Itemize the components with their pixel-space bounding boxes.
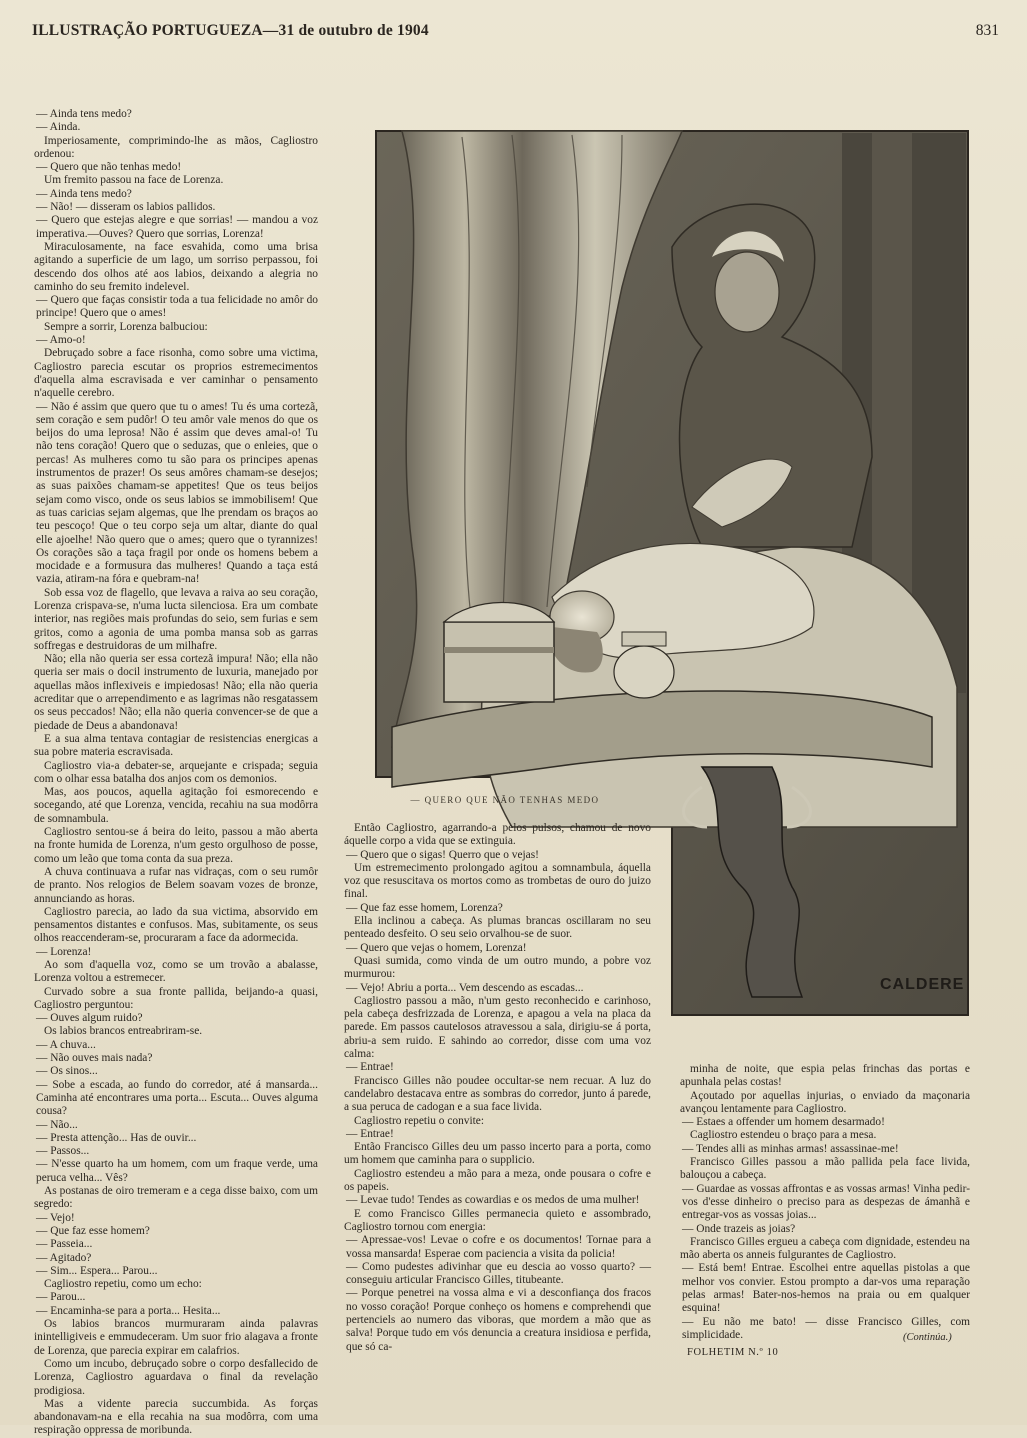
- paragraph: — Quero que faças consistir toda a tua felicidade no amôr do principe! Quero que o ames!: [36, 294, 318, 320]
- paragraph: — Estaes a offender um homem desarmado!: [682, 1116, 885, 1129]
- paragraph: — Guardae as vossas affrontas e as vossas armas! Vinha pedir-vos d'esse dinheiro o preciso para as despezas de ámanhã e entregar-vos as vossas joias...: [682, 1182, 970, 1222]
- paragraph: — Passeia...: [36, 1238, 93, 1251]
- paragraph: — Está bem! Entrae. Escolhei entre aquellas pistolas a que melhor vos convier. Estou prompto a dar-vos uma reparação pelas armas! Bater-nos-hemos na praia ou em qualquer esquina!: [682, 1262, 970, 1315]
- paragraph: — Agitado?: [36, 1251, 92, 1264]
- paragraph: — Não! — disseram os labios pallidos.: [36, 201, 216, 214]
- paragraph: Cagliostro via-a debater-se, arquejante e crispada; seguia com o olhar essa batalha dos anjos com os demonios.: [34, 759, 318, 785]
- paragraph: — Não é assim que quero que tu o ames! Tu és uma cortezã, sem coração e sem pudôr! O teu amôr vale menos do que os beijos do uma leprosa! Não é assim que deves amal-o! Tu não tens coração! Quero que o seduzas, que o enleies, que o percas! As mulheres como tu são para os principes apenas instrumentos de prazer! Os seus amôres chamam-se desejos; as suas paixões chamam-se appetites! Que os teus beijos sejam como visco, onde os seus labios se immobilisem! Que as tuas caricias sejam algemas, que lhe prendam os braços ao teu pescoço! Que o teu corpo seja um altar, diante do qual elle ajoelhe! Não quero que o ames; quero que o tyrannizes! Os corações são a taça fragil por onde os homens bebem a mocidade e a formusura das mulheres! Quando a taça está vazia, atiram-na fóra e quebram-na!: [36, 400, 318, 586]
- paragraph: Os labios brancos murmuraram ainda palavras inintelligiveis e emmudeceram. Um suor frio alagava a fronte de Lorenza, que parecia expirar em calafrios.: [34, 1318, 318, 1357]
- paragraph: — Lorenza!: [36, 945, 92, 958]
- paragraph: — Entrae!: [346, 1061, 394, 1074]
- paragraph: — Tendes alli as minhas armas! assassinae-me!: [682, 1142, 899, 1155]
- paragraph: — Eu não me bato! — disse Francisco Gilles, com simplicidade.: [682, 1315, 970, 1341]
- paragraph: — Quero que vejas o homem, Lorenza!: [346, 941, 527, 954]
- paragraph: Então Francisco Gilles deu um passo incerto para a porta, como um homem que caminha para o supplicio.: [344, 1141, 651, 1167]
- paragraph: — Porque penetrei na vossa alma e vi a desconfiança dos fracos no vosso coração! Porque conheço os homens e comprehendi que pertenciels ao numero das viboras, que mordem a mão que as salva! Porque tudo em vós denuncia a creatura insidiosa e perfida, que só ca-: [346, 1287, 651, 1353]
- page-number: 831: [975, 22, 999, 39]
- paragraph: As postanas de oiro tremeram e a cega disse baixo, com um segredo:: [34, 1185, 318, 1211]
- paragraph: Francisco Gilles não poudee occultar-se nem recuar. A luz do candelabro destacava entre as sombras do corredor, junto á parede, a sua peruca de cadogan e a sua face livida.: [344, 1074, 651, 1114]
- paragraph: — Quero que não tenhas medo!: [36, 161, 182, 174]
- paragraph: Mas a vidente parecia succumbida. As forças abandonavam-na e ella recahia na sua modôrra, com uma respiração oppressa de moribunda.: [34, 1397, 318, 1437]
- continued-note: (Continúa.): [903, 1332, 952, 1343]
- paragraph: Curvado sobre a sua fronte pallida, beijando-a quasi, Cagliostro perguntou:: [34, 985, 318, 1011]
- paragraph: Sempre a sorrir, Lorenza balbuciou:: [44, 320, 208, 333]
- paragraph: — Como pudestes adivinhar que eu descia ao vosso quarto? — conseguiu articular Francisco Gilles, titubeante.: [346, 1260, 651, 1287]
- paragraph: Imperiosamente, comprimindo-lhe as mãos, Cagliostro ordenou:: [34, 134, 318, 160]
- paragraph: Debruçado sobre a face risonha, como sobre uma victima, Cagliostro parecia escutar os proprios estremecimentos d'aquella alma escravisada e ver caminhar o pensamento n'aquelle cerebro.: [34, 347, 318, 400]
- paragraph: — Ouves algum ruido?: [36, 1012, 143, 1025]
- paragraph: — Parou...: [36, 1291, 86, 1304]
- paragraph: Francisco Gilles passou a mão pallida pela face livida, balouçou a cabeça.: [680, 1156, 970, 1182]
- paragraph: E como Francisco Gilles permanecia quieto e assombrado, Cagliostro tornou com energia:: [344, 1207, 651, 1233]
- paragraph: — Apressae-vos! Levae o cofre e os documentos! Tornae para a vossa mansarda! Esperae com paciencia a visita da policia!: [346, 1234, 651, 1260]
- paragraph: Francisco Gilles ergueu a cabeça com dignidade, estendeu na mão aberta os anneis fulgurantes de Cagliostro.: [680, 1235, 970, 1262]
- paragraph: minha de noite, que espia pelas frinchas das portas e apunhala pelas costas!: [680, 1063, 970, 1089]
- paragraph: — Que faz esse homem, Lorenza?: [346, 901, 503, 914]
- paragraph: — Vejo!: [36, 1211, 75, 1224]
- folhetim-number: FOLHETIM N.º 10: [687, 1347, 779, 1358]
- paragraph: Cagliostro sentou-se á beira do leito, passou a mão aberta na fronte humida de Lorenza, n'um gesto orgulhoso de posse, como um leão que toma conta da sua preza.: [34, 826, 318, 865]
- paragraph: Os labios brancos entreabriram-se.: [44, 1025, 203, 1038]
- paragraph: Como um incubo, debruçado sobre o corpo desfallecido de Lorenza, Cagliostro aguardava o final da revelação prodigiosa.: [34, 1357, 318, 1397]
- paragraph: — Entrae!: [346, 1127, 394, 1140]
- paragraph: Açoutado por aquellas injurias, o enviado da maçonaria avançou lentamente para Cagliostro.: [680, 1089, 970, 1115]
- page-header: [32, 22, 999, 48]
- paragraph: Ao som d'aquella voz, como se um trovão a abalasse, Lorenza voltou a estremecer.: [34, 959, 318, 985]
- paragraph: — Levae tudo! Tendes as cowardias e os medos de uma mulher!: [346, 1194, 640, 1207]
- paragraph: — Encaminha-se para a porta... Hesita...: [36, 1304, 221, 1317]
- paragraph: Ella inclinou a cabeça. As plumas brancas oscillaram no seu penteado desfeito. O seu seio orvalhou-se de suor.: [344, 915, 651, 941]
- paragraph: — Onde trazeis as joias?: [682, 1222, 796, 1235]
- paragraph: — Vejo! Abriu a porta... Vem descendo as escadas...: [346, 981, 584, 994]
- paragraph: Então Cagliostro, agarrando-a pelos pulsos, chamou de novo áquelle corpo a vida que se extinguia.: [344, 822, 651, 848]
- paragraph: Um estremecimento prolongado agitou a somnambula, áquella voz que resuscitava os mortos como as trombetas de ouro do juizo final.: [344, 861, 651, 901]
- paragraph: Mas, aos poucos, aquella agitação foi esmorecendo e socegando, até que Lorenza, vencida, recahiu na sua modôrra de somnambula.: [34, 786, 318, 825]
- paragraph: Não; ella não queria ser essa cortezã impura! Não; ella não queria ser mais o docil instrumento de luxuria, manejado por aquellas mãos inflexiveis e impiedosas! Não; ella não queria acreditar que o arrependimento e as lagrimas não resgatassem os seus peccados! Não; ella não queria convencer-se de que a piedade de Deus a abandonava!: [34, 653, 318, 732]
- paragraph: E a sua alma tentava contagiar de resistencias energicas a sua pobre materia escravisada.: [34, 732, 318, 759]
- paragraph: Cagliostro estendeu o braço para a mesa.: [690, 1129, 877, 1142]
- paragraph: Cagliostro passou a mão, n'um gesto reconhecido e carinhoso, pela cabeça desfrizzada de Lorenza, e apagou a vela na placa da parede. Em passos cautelosos atravessou a sala, dirigiu-se á porta, abriu-a sem ruido. E sahindo ao corredor, disse com uma voz calma:: [344, 994, 651, 1061]
- paragraph: Cagliostro parecia, ao lado da sua victima, absorvido em pensamentos distantes e confusos. Mas, subitamente, os seus olhos reaccenderam-se, procuraram a face da adormecida.: [34, 905, 318, 945]
- paragraph: — A chuva...: [36, 1038, 96, 1051]
- paragraph: — Os sinos...: [36, 1065, 98, 1078]
- text-column-left: [34, 108, 318, 1438]
- paragraph: Sob essa voz de flagello, que levava a raiva ao seu coração, Lorenza crispava-se, n'uma lucta silenciosa. Era um combate interior, nas regiões mais profundas do seio, sem furias e sem gritos, como a agonia de uma pomba mansa sob as garras soffregas e destruidoras de um milhafre.: [34, 586, 318, 652]
- paragraph: — Ainda.: [36, 121, 81, 134]
- paragraph: — Ainda tens medo?: [36, 108, 132, 120]
- paragraph: — Não...: [36, 1118, 78, 1131]
- paragraph: Cagliostro repetiu o convite:: [354, 1114, 485, 1127]
- text-column-middle: [344, 822, 651, 1354]
- paragraph: A chuva continuava a rufar nas vidraças, com o seu rumôr de pranto. Nos relogios de Belem soavam vozes de bronze, annunciando as horas.: [34, 865, 318, 905]
- paragraph: — Presta attenção... Has de ouvir...: [36, 1131, 197, 1144]
- artist-signature: CALDERE: [880, 976, 965, 993]
- paragraph: — Sobe a escada, ao fundo do corredor, até á mansarda... Caminha até encontrares uma porta... Escuta... Ouves alguma cousa?: [36, 1078, 318, 1118]
- paragraph: — N'esse quarto ha um homem, com um fraque verde, uma peruca velha... Vês?: [36, 1158, 318, 1184]
- paragraph: Um fremito passou na face de Lorenza.: [44, 174, 224, 187]
- paragraph: — Não ouves mais nada?: [36, 1052, 153, 1065]
- paragraph: — Quero que estejas alegre e que sorrias! — mandou a voz imperativa.—Ouves? Quero que sorrias, Lorenza!: [36, 214, 318, 240]
- paragraph: Cagliostro repetiu, como um echo:: [44, 1278, 202, 1291]
- text-column-right: [680, 1063, 970, 1342]
- paragraph: Miraculosamente, na face esvahida, como uma brisa agitando a superficie de um lago, um sorriso perpassou, foi descendo dos olhos até aos labios, deixando a alegria no caminho do seu fremito indelevel.: [34, 240, 318, 293]
- paragraph: — Ainda tens medo?: [36, 187, 132, 200]
- paragraph: — Quero que o sigas! Querro que o vejas!: [346, 848, 539, 861]
- paragraph: Cagliostro estendeu a mão para a meza, onde pousara o cofre e os papeis.: [344, 1167, 651, 1194]
- paragraph: — Que faz esse homem?: [36, 1224, 150, 1237]
- paragraph: — Amo-o!: [36, 334, 86, 347]
- illustration-caption: — QUERO QUE NÃO TENHAS MEDO: [410, 795, 600, 805]
- paragraph: Quasi sumida, como vinda de um outro mundo, a pobre voz murmurou:: [344, 954, 651, 981]
- paragraph: — Sim... Espera... Parou...: [36, 1264, 158, 1277]
- paragraph: — Passos...: [36, 1145, 90, 1158]
- masthead-title: ILLUSTRAÇÃO PORTUGUEZA—31 de outubro de 1904: [32, 22, 429, 39]
